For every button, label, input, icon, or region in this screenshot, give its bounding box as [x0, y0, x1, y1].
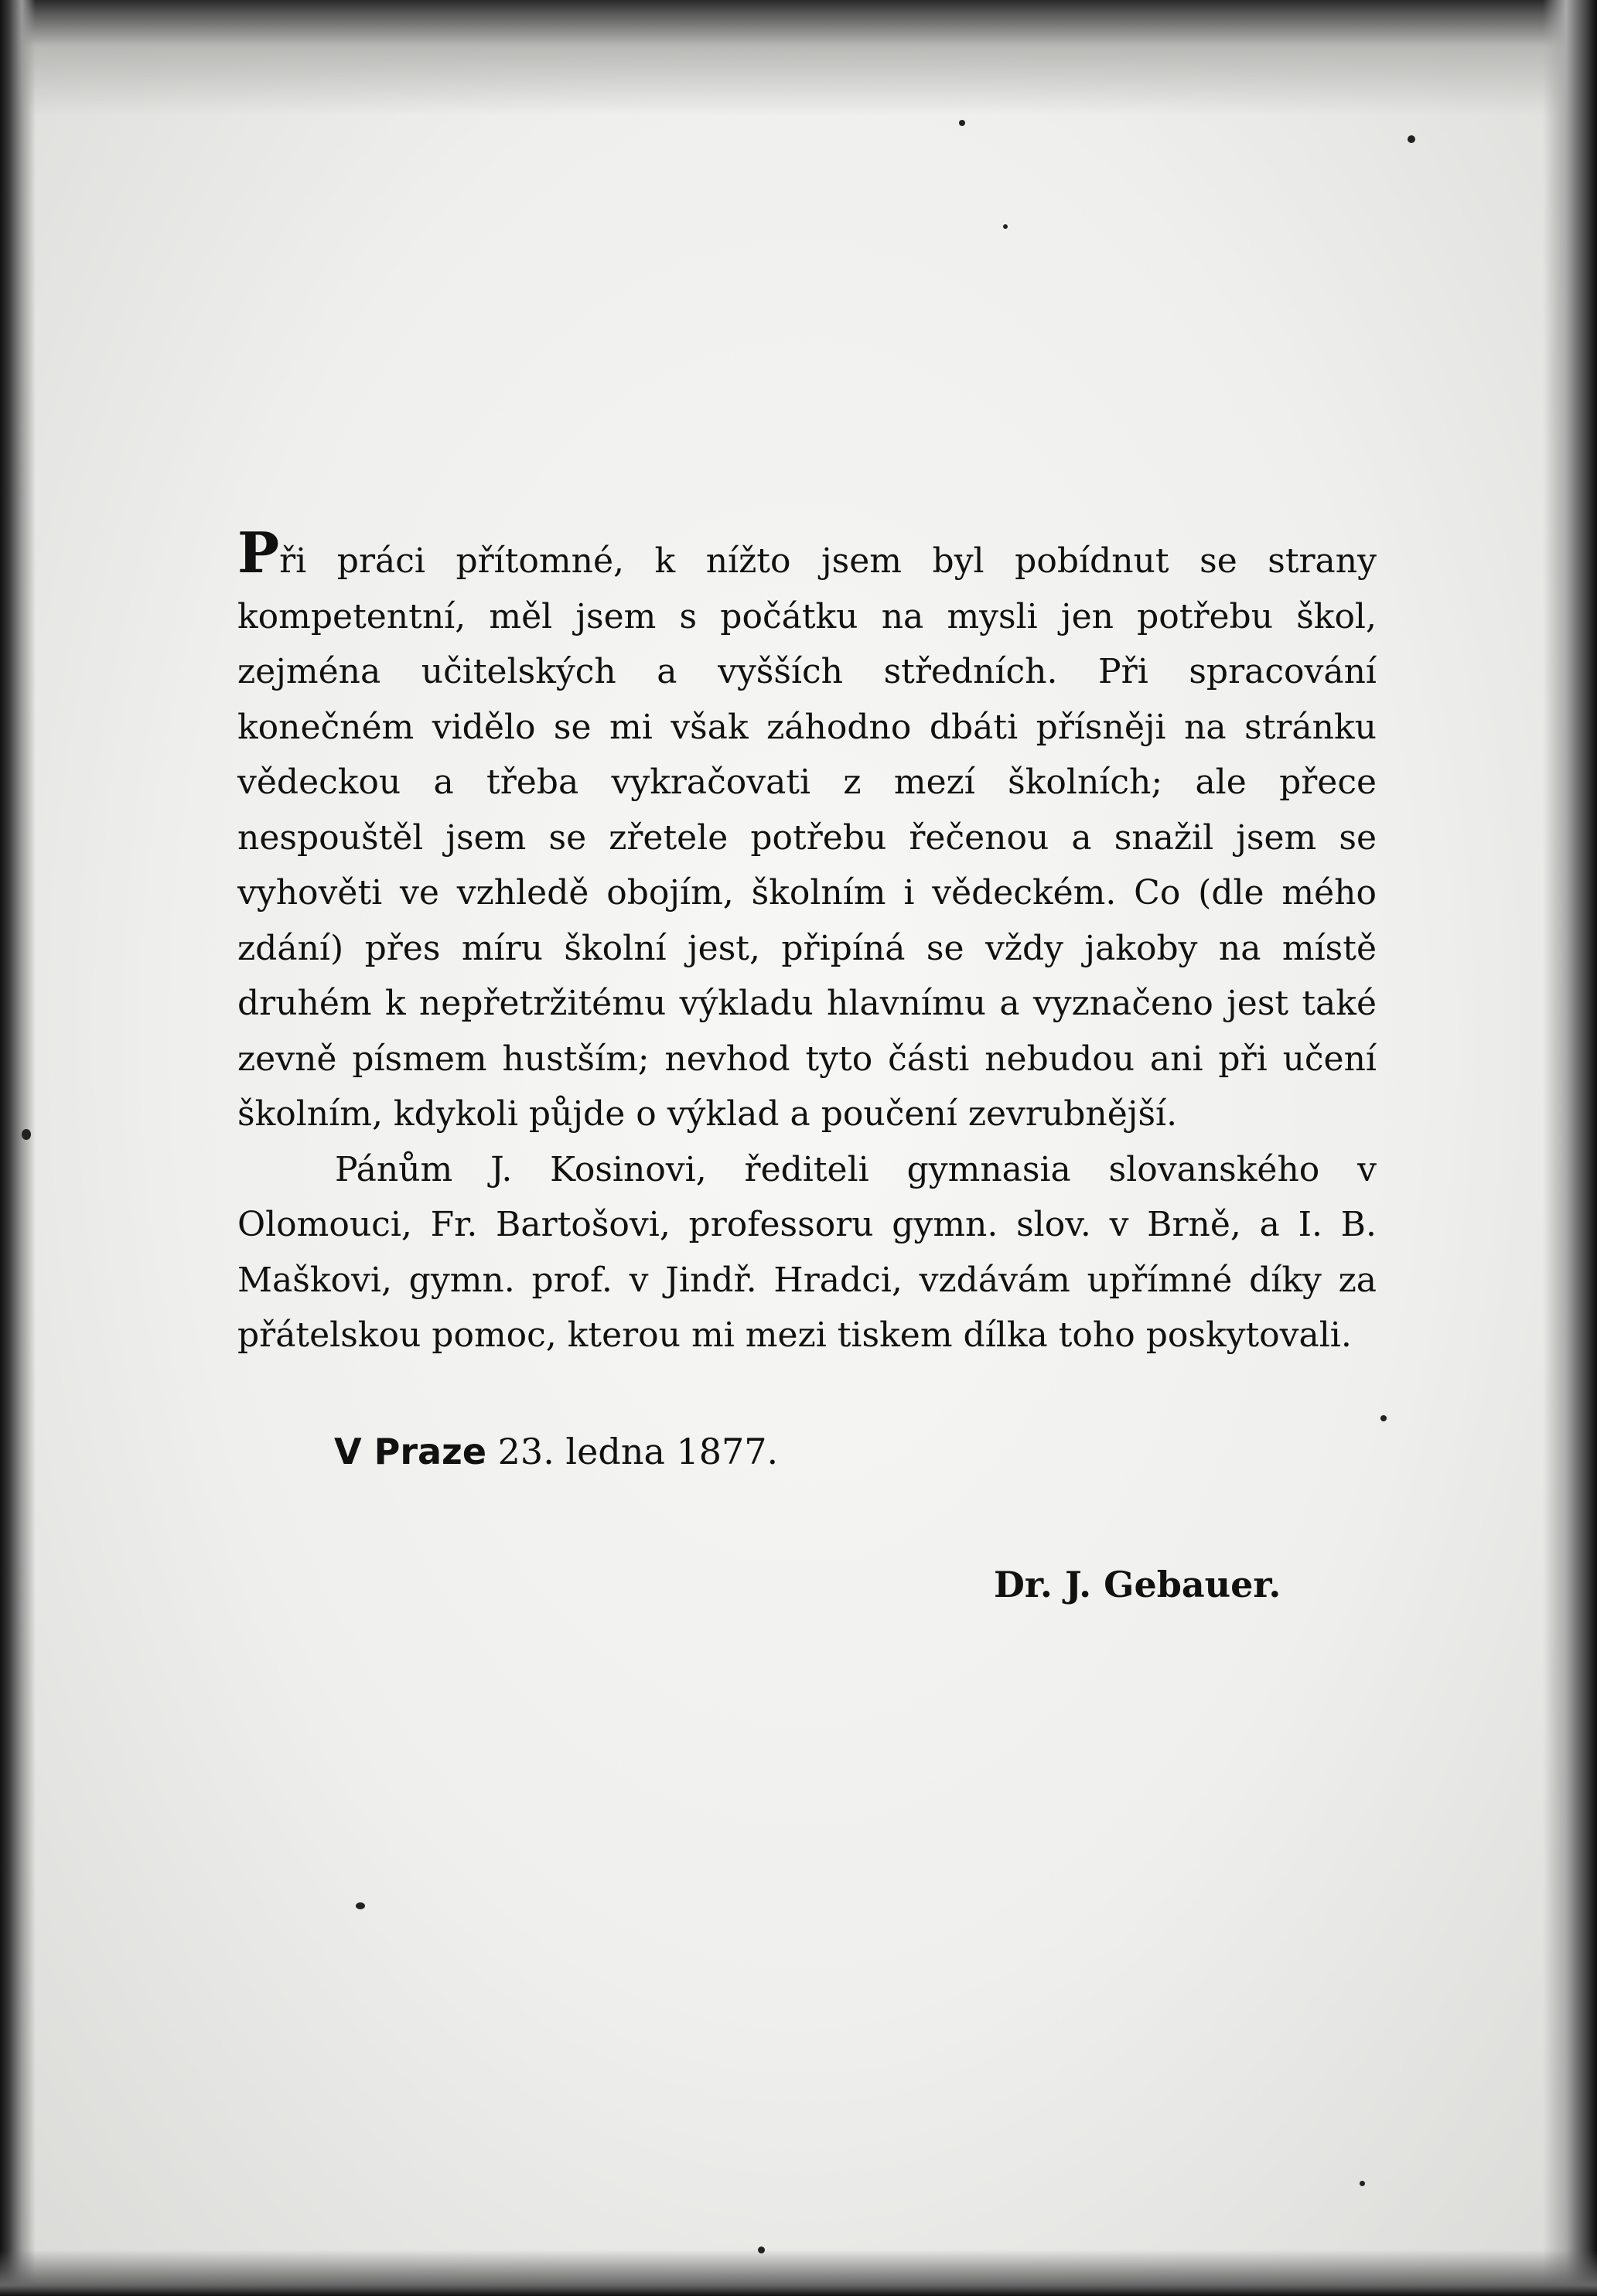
paragraph-1-text: ři práci přítomné, k nížto jsem byl pobídnut se strany kompetentní, měl jsem s počátku na mysli jen potřebu škol, zejména učitelských a vyšších středních. Při spracování konečném vidělo se mi však záhodno dbáti přísněji na stránku vědeckou a třeba vykračovati z mezí školních; ale přece nespouštěl jsem se zřetele potřebu řečenou a snažil jsem se vyhověti ve vzhledě obojím, školním i vědeckém. Co (dle mého zdání) přes míru školní jest, připíná se vždy jakoby na místě druhém k nepřetržitému výkladu hlavnímu a vyznačeno jest také zevně písmem hustším; nevhod tyto části nebudou ani při učení školním, kdykoli půjde o výklad a poučení zevrubnější.: [237, 541, 1377, 1134]
drop-cap: P: [237, 520, 280, 585]
scan-shadow-top: [0, 0, 1597, 116]
dust-speck: [1408, 135, 1415, 143]
scan-shadow-right: [1543, 0, 1597, 2296]
dust-speck: [1360, 2181, 1365, 2186]
scan-shadow-bottom: [0, 2250, 1597, 2296]
scan-shadow-left: [0, 0, 36, 2296]
preface-paragraph-2: Pánům J. Kosinovi, řediteli gymnasia slovanského v Olomouci, Fr. Bartošovi, professoru gymn. slov. v Brně, a I. B. Maškovi, gymn. prof. v Jindř. Hradci, vzdávám upřímné díky za přátelskou pomoc, kterou mi mezi tiskem dílka toho poskytovali.: [237, 1149, 1377, 1355]
dust-speck: [1380, 1415, 1387, 1421]
dust-speck: [1003, 224, 1008, 229]
dust-speck: [22, 1129, 31, 1140]
dust-speck: [959, 120, 965, 126]
dateline-date: 23. ledna 1877.: [497, 1431, 779, 1472]
signature-name: J. Gebauer.: [1064, 1564, 1281, 1605]
signature: [994, 1564, 1281, 1605]
dateline-place: V Praze: [334, 1431, 487, 1472]
dust-speck: [356, 1902, 365, 1909]
preface-text: [237, 520, 1377, 1363]
dust-speck: [758, 2247, 765, 2253]
preface-paragraph-1: [237, 520, 1377, 1142]
dateline: [334, 1431, 778, 1472]
signature-title: Dr.: [994, 1564, 1053, 1605]
